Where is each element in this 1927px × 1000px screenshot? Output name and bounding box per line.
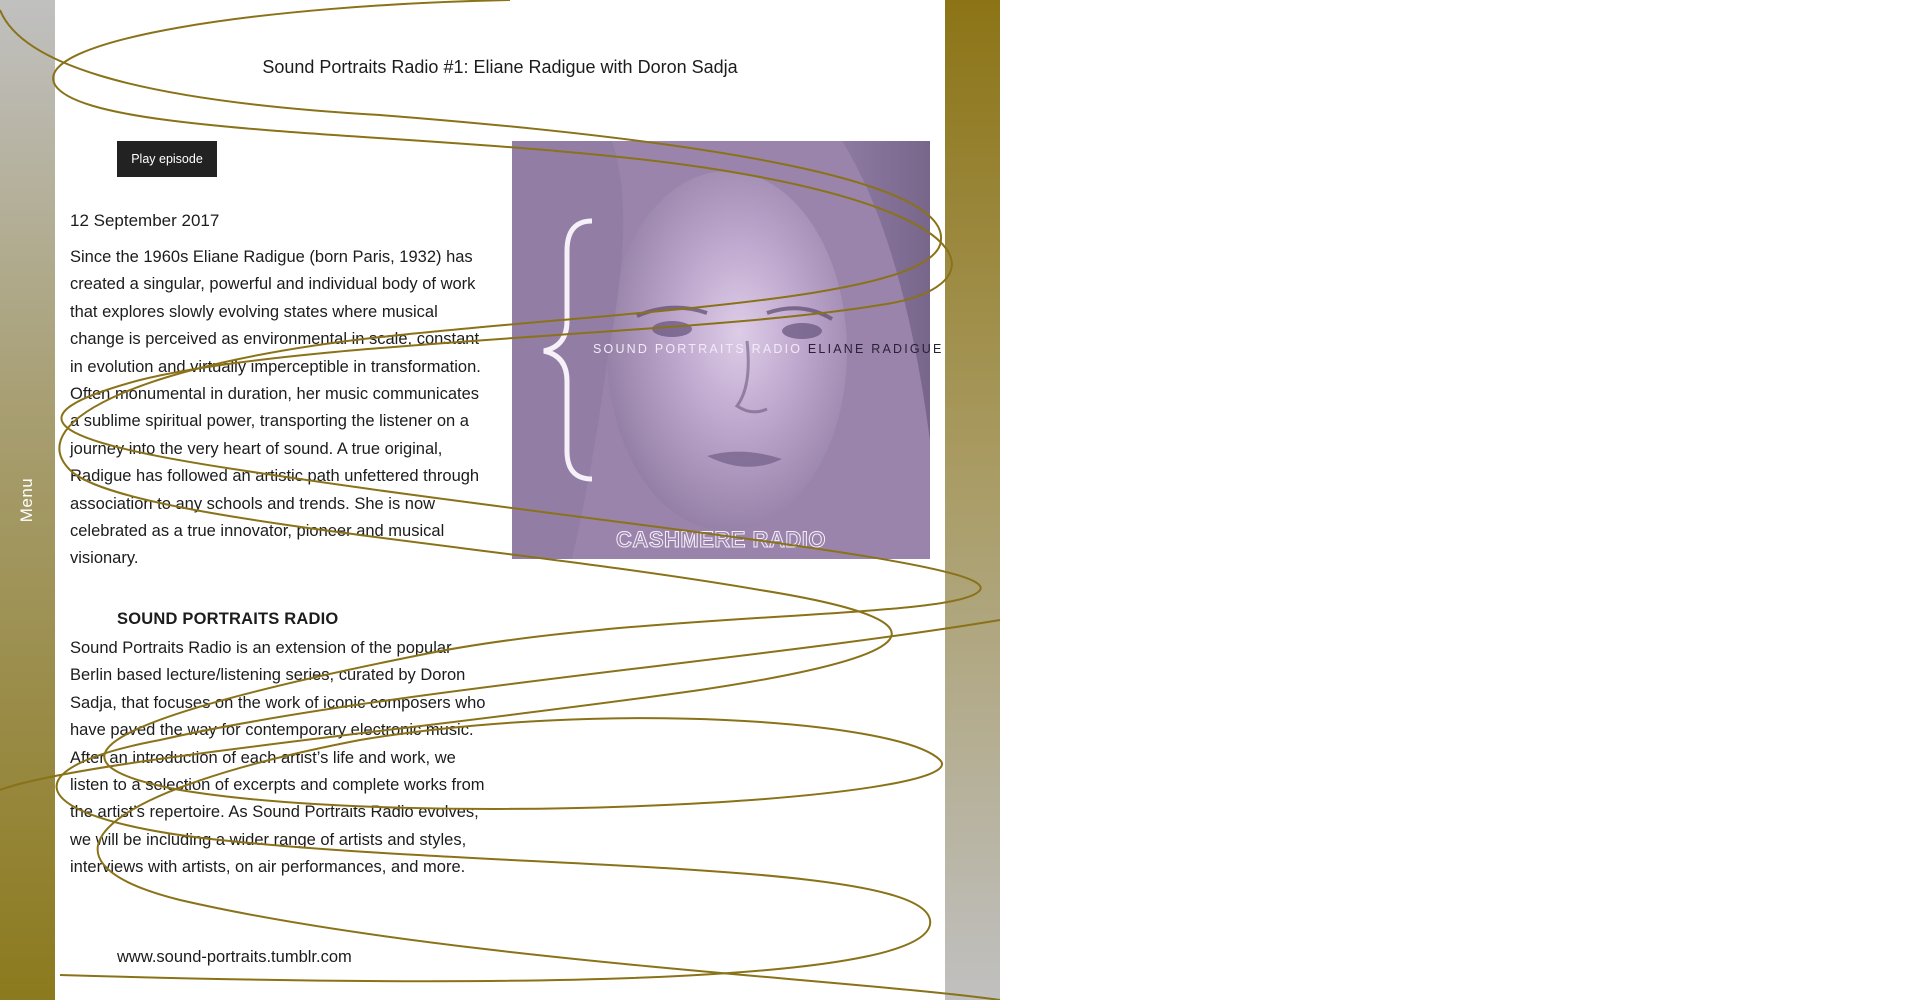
episode-description: Since the 1960s Eliane Radigue (born Paris, 1932) has created a singular, powerful and individual body of work that explores slowly evolving states where musical change is perceived as environmental in scale, constant in evolution and virtually imperceptible in transformation. Often monumental in duration, her music communicates a sublime spiritual power, transporting the listener on a journey into the very heart of sound. A true original, Radigue has followed an artistic path unfettered through association to any schools and trends. She is now celebrated as a true innovator, pioneer and musical visionary.	[70, 248, 481, 568]
sound-portraits-link[interactable]: www.sound-portraits.tumblr.com	[117, 948, 352, 966]
menu-label[interactable]: Menu	[17, 477, 36, 523]
episode-date: 12 September 2017	[70, 211, 220, 230]
cover-series-text: SOUND PORTRAITS RADIO	[593, 342, 803, 356]
series-heading: SOUND PORTRAITS RADIO	[117, 610, 339, 628]
menu-sidebar[interactable]	[0, 0, 55, 1000]
radio-schedule-label[interactable]: Radio Schedule	[1908, 441, 1927, 569]
play-episode-button[interactable]: Play episode	[117, 141, 217, 177]
episode-title: Sound Portraits Radio #1: Eliane Radigue with Doron Sadja	[262, 57, 738, 77]
episode-cover-image	[512, 141, 944, 559]
series-description: Sound Portraits Radio is an extension of the popular Berlin based lecture/listening series, curated by Doron Sadja, that focuses on the work of iconic composers who have paved the way for contemporary electronic music. After an introduction of each artist’s life and work, we listen to a selection of excerpts and complete works from the artist’s repertoire. As Sound Portraits Radio evolves, we will be including a wider range of artists and styles, interviews with artists, on air performances, and more.	[70, 639, 486, 877]
cashmere-radio-logo: CASHMERE RADIO	[616, 527, 826, 552]
cover-caption	[593, 342, 944, 356]
radio-schedule-sidebar[interactable]	[945, 0, 1927, 1000]
cover-artist-text: ELIANE RADIGUE	[807, 342, 944, 356]
